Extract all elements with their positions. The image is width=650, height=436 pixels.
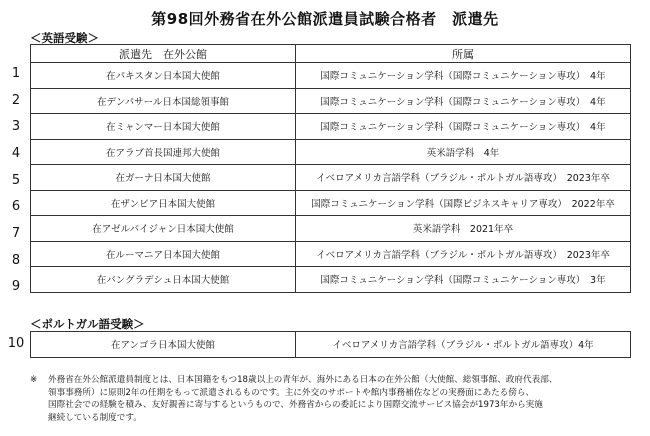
table-row <box>31 216 631 242</box>
affiliation-cell: 国際コミュニケーション学科（国際ビジネスキャリア専攻） 2022年卒 <box>296 190 631 216</box>
table-row <box>31 63 631 89</box>
table-row <box>31 114 631 140</box>
post-cell: 在アンゴラ日本国大使館 <box>31 332 296 358</box>
row-number: 9 <box>11 279 21 294</box>
table-row <box>31 139 631 165</box>
table-row <box>31 165 631 191</box>
post-cell: 在バングラデシュ日本国大使館 <box>31 267 296 293</box>
section-label-portuguese: ＜ポルトガル語受験＞ <box>30 317 145 331</box>
row-number: 3 <box>11 119 21 134</box>
portuguese-results-table <box>30 331 631 358</box>
row-number: 8 <box>11 253 21 268</box>
post-cell: 在デンパサール日本国総領事館 <box>31 88 296 114</box>
header-post: 派遣先 在外公館 <box>31 45 296 63</box>
english-results-table <box>30 44 631 293</box>
row-number: 7 <box>11 226 21 241</box>
post-cell: 在ミャンマー日本国大使館 <box>31 114 296 140</box>
affiliation-cell: イベロアメリカ言語学科（ブラジル・ポルトガル語専攻）4年 <box>296 332 631 358</box>
post-cell: 在ガーナ日本国大使館 <box>31 165 296 191</box>
affiliation-cell: 国際コミュニケーション学科（国際コミュニケーション専攻） 3年 <box>296 267 631 293</box>
table-row <box>31 241 631 267</box>
affiliation-cell: 英米語学科 2021年卒 <box>296 216 631 242</box>
row-number: 10 <box>7 336 25 351</box>
header-affiliation: 所属 <box>296 45 631 63</box>
note-text: 外務省在外公館派遣員制度とは、日本国籍をもつ18歳以上の青年が、海外にある日本の在外公館（大使館、総領事館、政府代表部、 領事事務所）に原則2年の任期をもって派遣されるものです。主に外交のサポートや館内事務補佐などの実務面にあたる傍ら、 国際社会での経験を積み、友好親善に寄与するというもので、外務省からの委託により国際交流サービス協会が1973年から実施 継続している制度です。 <box>48 375 558 423</box>
affiliation-cell: 国際コミュニケーション学科（国際コミュニケーション専攻） 4年 <box>296 88 631 114</box>
table-header-row <box>31 45 631 63</box>
row-number: 4 <box>11 146 21 161</box>
affiliation-cell: イベロアメリカ言語学科（ブラジル・ポルトガル語専攻） 2023年卒 <box>296 241 631 267</box>
post-cell: 在ザンビア日本国大使館 <box>31 190 296 216</box>
post-cell: 在ルーマニア日本国大使館 <box>31 241 296 267</box>
table-row <box>31 332 631 358</box>
row-number: 6 <box>11 199 21 214</box>
row-number: 5 <box>11 173 21 188</box>
table-row <box>31 190 631 216</box>
affiliation-cell: 英米語学科 4年 <box>296 139 631 165</box>
note-mark: ※ <box>30 375 38 385</box>
row-number: 1 <box>11 66 21 81</box>
post-cell: 在アゼルバイジャン日本国大使館 <box>31 216 296 242</box>
post-cell: 在パキスタン日本国大使館 <box>31 63 296 89</box>
section-label-english: ＜英語受験＞ <box>30 31 99 45</box>
affiliation-cell: 国際コミュニケーション学科（国際コミュニケーション専攻） 4年 <box>296 114 631 140</box>
table-row <box>31 88 631 114</box>
post-cell: 在アラブ首長国連邦大使館 <box>31 139 296 165</box>
table-row <box>31 267 631 293</box>
footnote <box>30 374 630 424</box>
page-title: 第98回外務省在外公館派遣員試験合格者 派遣先 <box>151 10 499 28</box>
row-number: 2 <box>11 93 21 108</box>
affiliation-cell: イベロアメリカ言語学科（ブラジル・ポルトガル語専攻） 2023年卒 <box>296 165 631 191</box>
affiliation-cell: 国際コミュニケーション学科（国際コミュニケーション専攻） 4年 <box>296 63 631 89</box>
